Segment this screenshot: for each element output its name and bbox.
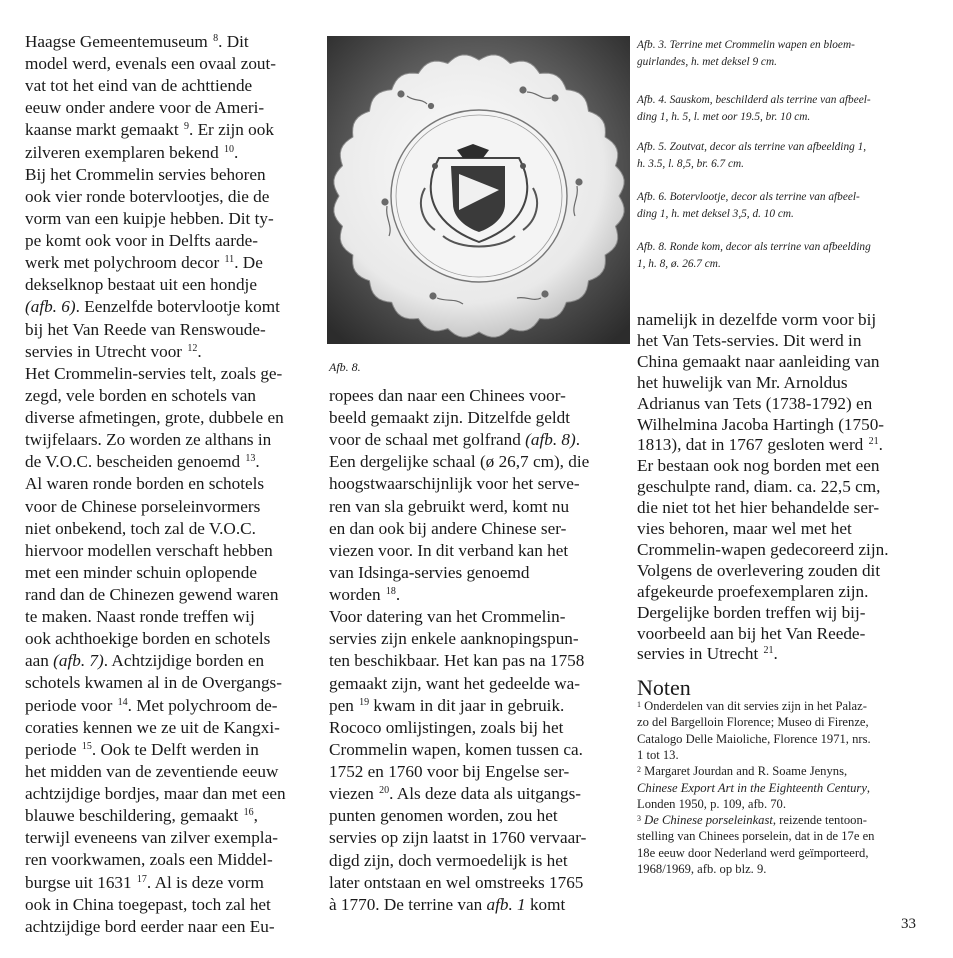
text-line: China gemaakt naar aanleiding van (637, 351, 880, 371)
text-line: zilveren exemplaren bekend $^{10}$. (25, 142, 239, 162)
text-line: achtzijdige bord eerder naar een Eu- (25, 916, 275, 936)
text-line: blauwe beschildering, gemaakt $^{16}$, (25, 806, 258, 826)
column-1 (25, 0, 325, 936)
figure-caption-line: Afb. 5. Zoutvat, decor als terrine van afbeelding 1, (637, 141, 867, 153)
text-line: worden $^{18}$. (329, 585, 401, 605)
text-line: Er bestaan ook nog borden met een (637, 456, 880, 476)
note-line: $^3$ De Chinese porseleinkast, reizende tentoon- (637, 813, 867, 828)
text-line: viezen $^{20}$. Als deze data als uitgangs- (329, 784, 582, 804)
figure-caption-line: Afb. 3. Terrine met Crommelin wapen en bloem- (637, 39, 855, 51)
text-line: kaanse markt gemaakt $^9$. Er zijn ook (25, 120, 274, 140)
note-line: $^2$ Margaret Jourdan and R. Soame Jenyns, (637, 764, 848, 779)
text-line: achtzijdige bordjes, maar dan met een (25, 784, 286, 804)
text-line: voor de Chinese porseleinvormers (25, 496, 261, 516)
text-line: ren van sla gebruikt werd, komt nu (329, 496, 570, 516)
note-line: Catalogo Delle Maioliche, Florence 1971, nrs. (637, 731, 871, 746)
text-line: ren voorkwamen, zoals een Middel- (25, 850, 273, 870)
text-line: schotels kwamen al in de Overgangs- (25, 673, 282, 693)
text-line: bij het Van Reede van Renswoude- (25, 319, 266, 339)
text-line: viezen voor. In dit verband kan het (329, 540, 569, 560)
text-line: Voor datering van het Crommelin- (329, 607, 566, 627)
text-line: Crommelin-wapen gedecoreerd zijn. (637, 539, 889, 559)
text-line: ook in China toegepast, toch zal het (25, 894, 271, 914)
text-line: zegd, vele borden en schotels van (25, 385, 256, 405)
text-line: burgse uit 1631 $^{17}$. Al is deze vorm (25, 872, 264, 892)
text-line: niet onbekend, toch zal de V.O.C. (25, 518, 256, 538)
text-line: model werd, evenals een ovaal zout- (25, 54, 277, 74)
text-line: à 1770. De terrine van afb. 1 komt (329, 894, 566, 914)
text-line: digd zijn, doch vermoedelijk is het (329, 850, 568, 870)
text-line: voor de schaal met golfrand (afb. 8). (329, 430, 581, 450)
text-line: gemaakt zijn, want het gedeelde wa- (329, 673, 581, 693)
note-line: 1968/1969, afb. op blz. 9. (637, 862, 767, 876)
text-line: Bij het Crommelin servies behoren (25, 164, 266, 184)
text-line: voorbeeld aan bij het Van Reede- (637, 623, 866, 643)
text-line: ook achthoekige borden en schotels (25, 629, 271, 649)
text-line: diverse afmetingen, grote, dubbele en (25, 408, 284, 428)
note-line: $^1$ Onderdelen van dit servies zijn in het Palaz- (637, 699, 867, 713)
text-line: Crommelin wapen, komen tussen ca. (329, 739, 583, 759)
text-line: afgekeurde proefexemplaren zijn. (637, 581, 869, 601)
note-line: Londen 1950, p. 109, afb. 70. (637, 796, 787, 811)
text-line: aan (afb. 7). Achtzijdige borden en (25, 651, 265, 671)
text-line: Een dergelijke schaal (ø 26,7 cm), die (329, 452, 590, 472)
text-line: Het Crommelin-servies telt, zoals ge- (25, 363, 283, 383)
note-line: zo del Bargelloin Florence; Museo di Firenze, (637, 715, 869, 730)
text-line: Al waren ronde borden en schotels (25, 474, 265, 494)
text-line: hiervoor modellen verschaft hebben (25, 540, 273, 560)
figure-caption-line: h. 3.5, l. 8,5, br. 6.7 cm. (637, 158, 745, 170)
text-line: periode $^{15}$. Ook te Delft werden in (25, 739, 259, 759)
text-line: eeuw onder andere voor de Ameri- (25, 98, 265, 118)
figure-caption-line: Afb. 6. Botervlootje, decor als terrine van afbeel- (637, 191, 860, 203)
text-line: hoogstwaarschijnlijk voor het serve- (329, 474, 580, 494)
text-line: Adrianus van Tets (1738-1792) en (637, 393, 873, 413)
figure-caption-line: guirlandes, h. met deksel 9 cm. (637, 56, 777, 68)
text-line: vat tot het eind van de achttiende (25, 76, 253, 96)
text-line: servies in Utrecht $^{21}$. (637, 644, 778, 664)
text-line: ropees dan naar een Chinees voor- (329, 386, 566, 405)
text-line: Volgens de overlevering zouden dit (637, 560, 881, 580)
text-line: servies zijn enkele aanknopingspun- (329, 629, 579, 649)
text-line: geschulpte rand, diam. ca. 22,5 cm, (637, 477, 881, 497)
page-number: 33 (901, 916, 916, 932)
text-line: 1752 en 1760 voor bij Engelse ser- (329, 762, 570, 782)
text-line: de V.O.C. bescheiden genoemd $^{13}$. (25, 452, 260, 472)
text-line: servies op zijn laatst in 1760 vervaar- (329, 828, 587, 848)
text-line: werk met polychroom decor $^{11}$. De (25, 253, 263, 273)
text-line: die niet tot het hier behandelde ser- (637, 498, 880, 518)
text-line: ten beschikbaar. Het kan pas na 1758 (329, 651, 585, 671)
note-line: stelling van Chinees porselein, dat in de 17e en (637, 829, 875, 844)
text-line: vorm van een kuipje hebben. Dit ty- (25, 208, 274, 228)
text-line: met een minder schuin oplopende (25, 562, 257, 582)
text-line: (afb. 6). Eenzelfde botervlootje komt (25, 297, 280, 317)
text-line: rand dan de Chinezen gewend waren (25, 585, 279, 604)
text-line: het huwelijk van Mr. Arnoldus (637, 372, 848, 392)
notes-heading: Noten (637, 675, 691, 700)
text-line: beeld gemaakt zijn. Ditzelfde geldt (329, 408, 571, 428)
column-2 (329, 0, 629, 914)
text-line: ook vier ronde botervlootjes, die de (25, 186, 270, 206)
photo-caption: Afb. 8. (329, 360, 361, 374)
text-line: terwijl eveneens van zilver exempla- (25, 828, 278, 848)
notes (637, 0, 947, 900)
text-line: Wilhelmina Jacoba Hartingh (1750- (637, 414, 885, 434)
text-line: namelijk in dezelfde vorm voor bij (637, 310, 877, 329)
text-line: pe komt ook voor in Delfts aarde- (25, 231, 258, 251)
text-line: twijfelaars. Zo worden ze althans in (25, 430, 272, 450)
text-line: servies in Utrecht voor $^{12}$. (25, 341, 202, 361)
text-line: punten genomen worden, zou het (329, 806, 558, 826)
text-line: 1813), dat in 1767 gesloten werd $^{21}$. (637, 435, 883, 455)
text-line: Rococo omlijstingen, zoals bij het (329, 717, 564, 737)
text-line: dekselknop bestaat uit een hondje (25, 275, 257, 295)
note-line: Chinese Export Art in the Eighteenth Century, (637, 780, 871, 795)
figure-caption-line: Afb. 8. Ronde kom, decor als terrine van afbeelding (637, 241, 871, 253)
figure-caption-line: ding 1, h. met deksel 3,5, d. 10 cm. (637, 208, 794, 220)
text-line: van Idsinga-servies genoemd (329, 562, 530, 582)
note-line: 18e eeuw door Nederland werd geïmporteerd, (637, 845, 869, 860)
text-line: pen $^{19}$ kwam in dit jaar in gebruik. (329, 695, 565, 715)
text-line: later ontstaan en wel omstreeks 1765 (329, 872, 584, 892)
text-line: het midden van de zeventiende eeuw (25, 761, 279, 781)
text-line: Dergelijke borden treffen wij bij- (637, 602, 866, 622)
text-line: vies behoren, maar wel met het (637, 519, 852, 538)
note-line: 1 tot 13. (637, 747, 679, 762)
text-line: te maken. Naast ronde treffen wij (25, 607, 255, 627)
text-line: het Van Tets-servies. Dit werd in (637, 330, 862, 350)
text-line: coraties kennen we ze uit de Kangxi- (25, 717, 280, 737)
figure-caption-line: Afb. 4. Sauskom, beschilderd als terrine van afbeel- (637, 94, 871, 106)
text-line: periode voor $^{14}$. Met polychroom de- (25, 695, 278, 715)
text-line: Haagse Gemeentemuseum $^8$. Dit (25, 32, 249, 51)
figure-caption-line: ding 1, h. 5, l. met oor 19.5, br. 10 cm. (637, 111, 811, 123)
figure-caption-line: 1, h. 8, ø. 26.7 cm. (637, 258, 721, 270)
text-line: en dan ook bij andere Chinese ser- (329, 518, 567, 538)
